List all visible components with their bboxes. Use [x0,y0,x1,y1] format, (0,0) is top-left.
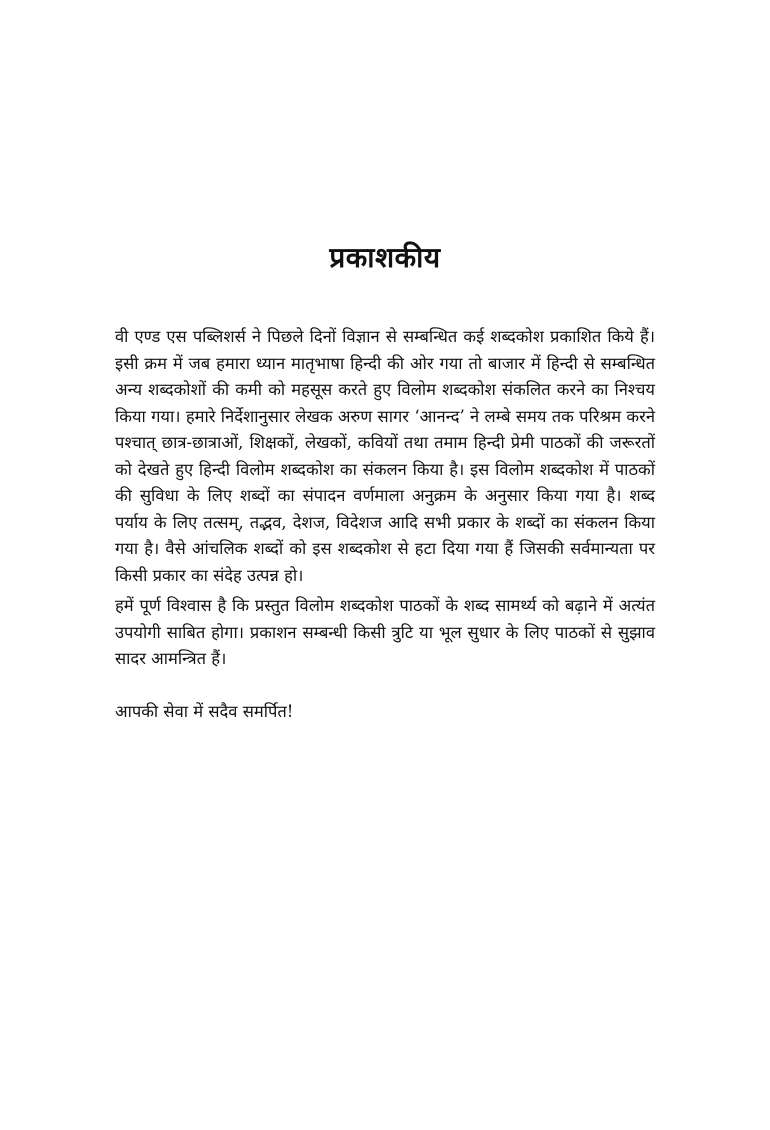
page-title: प्रकाशकीय [329,241,441,274]
body-paragraph-2: हमें पूर्ण विश्वास है कि प्रस्तुत विलोम शब्दकोश पाठकों के शब्द सामर्थ्य को बढ़ाने में अत्यंत उपयोगी साबित होगा। प्रकाशन सम्बन्धी किसी त्रुटि या भूल सुधार के लिए पाठकों से सुझाव सादर आमन्त्रित हैं। [115,596,655,668]
document-page [115,238,655,742]
body-paragraph-1: वी एण्ड एस पब्लिशर्स ने पिछले दिनों विज्ञान से सम्बन्धित कई शब्दकोश प्रकाशित किये हैं। इसी क्रम में जब हमारा ध्यान मातृभाषा हिन्दी की ओर गया तो बाजार में हिन्दी से सम्बन्धित अन्य शब्दकोशों की कमी को महसूस करते हुए विलोम शब्दकोश संकलित करने का निश्चय किया गया। हमारे निर्देशानुसार लेखक अरुण सागर ‘आनन्द’ ने लम्बे समय तक परिश्रम करने पश्चात् छात्र-छात्राओं, शिक्षकों, लेखकों, कवियों तथा तमाम हिन्दी प्रेमी पाठकों की जरूरतों को देखते हुए हिन्दी विलोम शब्दकोश का संकलन किया है। इस विलोम शब्दकोश में पाठकों की सुविधा के लिए शब्दों का संपादन वर्णमाला अनुक्रम के अनुसार किया गया है। शब्द पर्याय के लिए तत्सम्, तद्भव, देशज, विदेशज आदि सभी प्रकार के शब्दों का संकलन किया गया है। वैसे आंचलिक शब्दों को इस शब्दकोश से हटा दिया गया हैं जिसकी सर्वमान्यता पर किसी प्रकार का संदेह उत्पन्न हो। [115,327,655,585]
closing-line: आपकी सेवा में सदैव समर्पित! [115,701,294,721]
